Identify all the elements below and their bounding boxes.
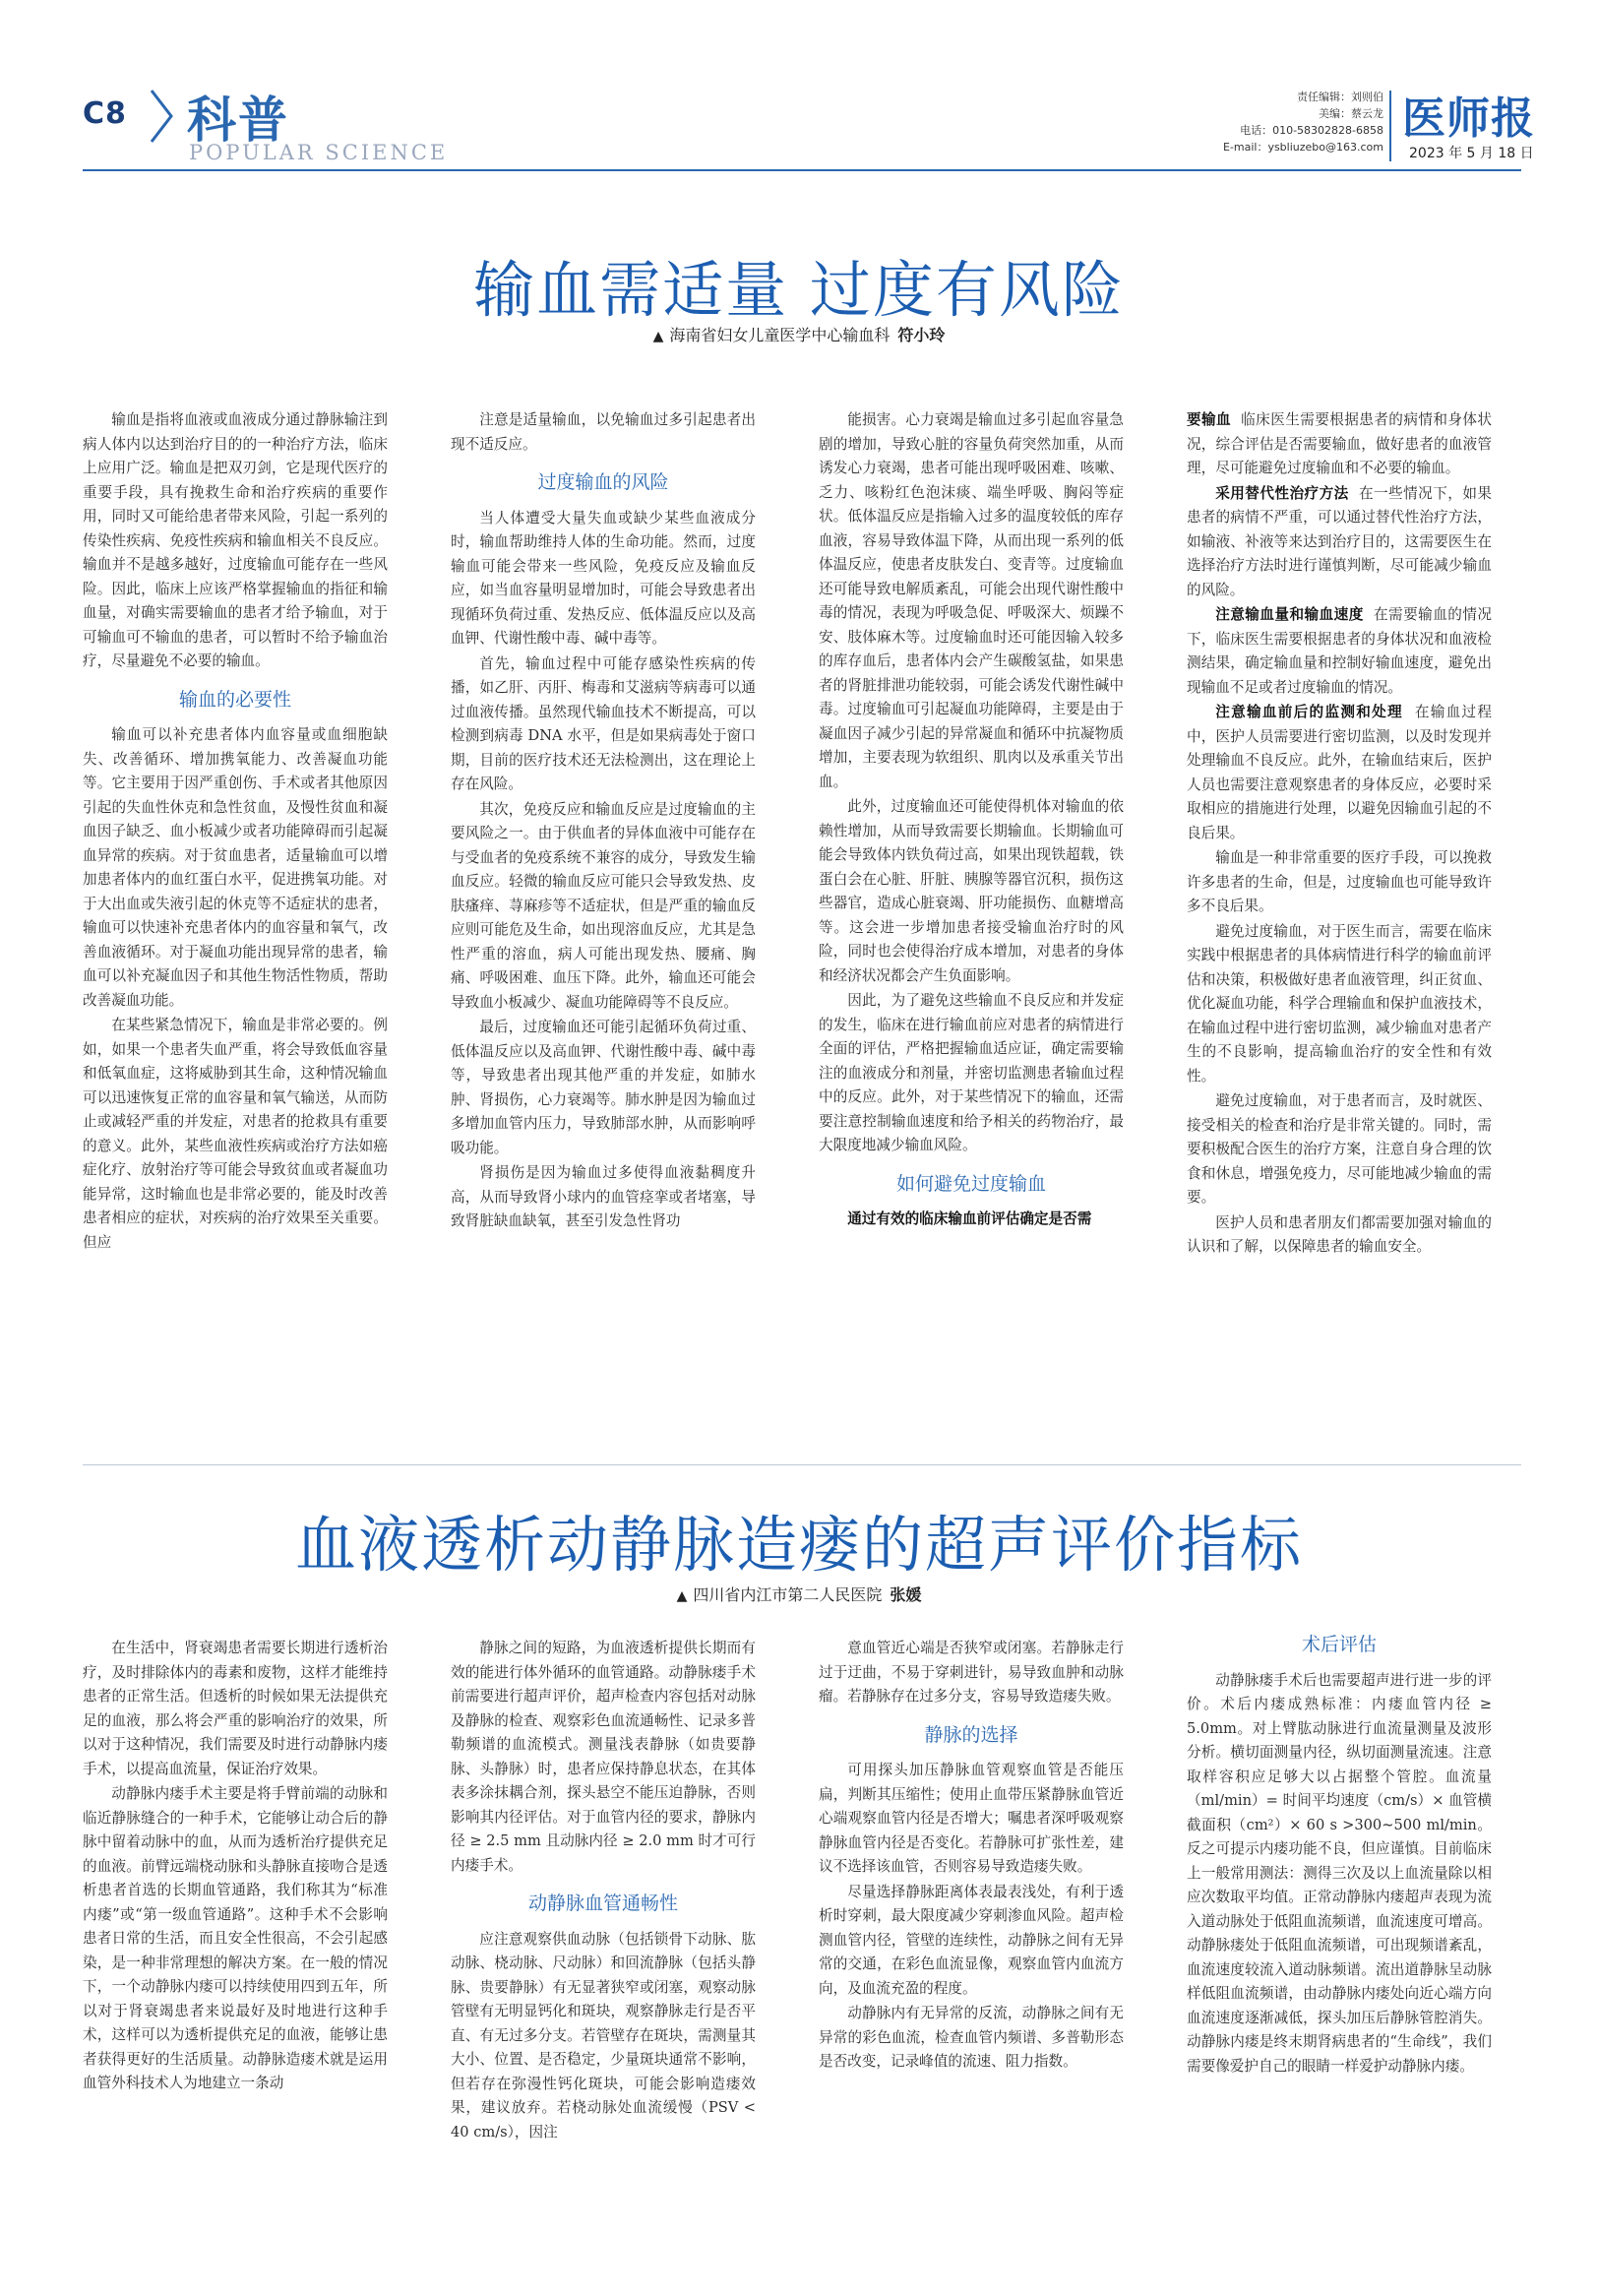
article1-column-1 — [83, 408, 388, 1256]
paragraph: 其次，免疫反应和输血反应是过度输血的主要风险之一。由于供血者的异体血液中可能存在与受血者的免疫系统不兼容的成分，导致发生输血反应。轻微的输血反应可能只会导致发热、皮肤瘙痒、荨麻疹等不适症状，但是严重的输血反应则可能危及生命，如出现溶血反应，尤其是急性严重的溶血，病人可能出现发热、腰痛、胸痛、呼吸困难、血压下降。此外，输血还可能会导致血小板减少、凝血功能障碍等不良反应。 — [451, 800, 756, 1011]
article2-affiliation: 四川省内江市第二人民医院 — [693, 1585, 883, 1604]
paragraph-text: 临床医生需要根据患者的病情和身体状况，综合评估是否需要输血，做好患者的血液管理，尽可能避免过度输血和不必要的输血。 — [1187, 411, 1492, 476]
paragraph: 静脉之间的短路，为血液透析提供长期而有效的能进行体外循环的血管通路。动静脉瘘手术前需要进行超声评价，超声检查内容包括对动脉及静脉的检查、观察彩色血流通畅性、记录多普勒频谱的血流模式。测量浅表静脉（如贵要静脉、头静脉）时，患者应保持静息状态，在其体表多涂抹耦合剂，探头悬空不能压迫静脉，否则影响其内径评估。对于血管内径的要求，静脉内径 ≥ 2.5 mm 且动脉内径 ≥ 2.0 mm 时才可行内瘘手术。 — [451, 1640, 756, 1874]
designer: 美编：蔡云龙 — [1319, 107, 1383, 120]
article2-byline — [0, 1582, 1598, 1605]
paragraph-text: 在需要输血的情况下，临床医生需要根据患者的身体状况和血液检测结果，确定输血量和控制好输血速度，避免出现输血不足或者过度输血的情况。 — [1187, 606, 1492, 696]
article1-title: 输血需适量 过度有风险 — [473, 254, 1125, 326]
paragraph: 在某些紧急情况下，输血是非常必要的。例如，如果一个患者失血严重，将会导致低血容量和低氧血症，这将威胁到其生命，这种情况输血可以迅速恢复正常的血容量和氧气输送，从而防止或减轻严重的并发症，对患者的抢救具有重要的意义。此外，某些血液性疾病或治疗方法如癌症化疗、放射治疗等可能会导致贫血或者凝血功能异常，这时输血也是非常必要的，能及时改善患者相应的症状，对疾病的治疗效果至关重要。但应 — [83, 1017, 388, 1251]
subheading: 如何避免过度输血 — [895, 1172, 1046, 1195]
paragraph: 动静脉内有无异常的反流，动静脉之间有无异常的彩色血流，检查血管内频谱、多普勒形态是否改变，记录峰值的流速、阻力指数。 — [819, 2005, 1124, 2070]
paragraph — [1187, 603, 1492, 700]
paragraph: 动静脉瘘手术后也需要超声进行进一步的评价。术后内瘘成熟标准：内瘘血管内径 ≥ 5.0mm。对上臂肱动脉进行血流量测量及波形分析。横切面测量内径，纵切面测量流速。注意取样容积应足够大以占据整个管腔。血流量（ml/min）= 时间平均速度（cm/s）× 血管横截面积（cm²）× 60 s >300~500 ml/min。反之可提示内瘘功能不良，但应谨慎。目前临床上一般常用测法：测得三次及以上血流量除以相应次数取平均值。正常动静脉内瘘超声表现为流入道动脉处于低阻血流频谱，血流速度可增高。动静脉瘘处于低阻血流频谱，可出现频谱紊乱，血流速度较流入道动脉频谱。流出道静脉呈动脉样低阻血流频谱，由动静脉内瘘处向近心端方向血流速度逐渐减低，探头加压后静脉管腔消失。动静脉内瘘是终末期肾病患者的“生命线”，我们需要像爱护自己的眼睛一样爱护动静脉内瘘。 — [1187, 1671, 1492, 2075]
paragraph-text: 在输血过程中，医护人员需要进行密切监测，以及时发现并处理输血不良反应。此外，在输血结束后，医护人员也需要注意观察患者的身体反应，必要时采取相应的措施进行处理，以避免因输血引起的不良后果。 — [1187, 704, 1492, 841]
section-name: 科普 — [187, 92, 289, 149]
lead-text: 注意输血前后的监测和处理 — [1215, 704, 1403, 720]
article1-author: 符小玲 — [897, 326, 946, 344]
paragraph — [819, 1208, 1124, 1232]
page-number: C8 — [83, 96, 127, 131]
article2-column-2 — [451, 1637, 756, 2145]
paragraph: 首先，输血过程中可能存感染性疾病的传播，如乙肝、丙肝、梅毒和艾滋病等病毒可以通过血液传播。虽然现代输血技术不断提高，可以检测到病毒 DNA 水平，但是如果病毒处于窗口期，目前的医疗技术还无法检测出，这在理论上存在风险。 — [451, 654, 756, 792]
paragraph: 尽量选择静脉距离体表最表浅处，有利于透析时穿刺，最大限度减少穿刺渗血风险。超声检测血管内径，管壁的连续性，动静脉之间有无异常的交通，在彩色血流显像，观察血管内血流方向，及血流充盈的程度。 — [819, 1883, 1124, 1997]
paragraph: 避免过度输血，对于医生而言，需要在临床实践中根据患者的具体病情进行科学的输血前评估和决策，积极做好患者血液管理，纠正贫血、优化凝血功能，科学合理输血和保护血液技术，在输血过程中进行密切监测，减少输血对患者产生的不良影响，提高输血治疗的安全性和有效性。 — [1187, 922, 1492, 1085]
chevron-right-icon — [148, 87, 175, 146]
lead-text: 要输血 — [1187, 411, 1232, 428]
editor: 责任编辑：刘则伯 — [1297, 91, 1383, 103]
article1-byline — [0, 323, 1598, 345]
paragraph: 输血可以补充患者体内血容量或血细胞缺失、改善循环、增加携氧能力、改善凝血功能等。它主要用于因严重创伤、手术或者其他原因引起的失血性休克和急性贫血，及慢性贫血和凝血因子缺乏、血小板减少或者功能障碍而引起凝血异常的疾病。对于贫血患者，适量输血可以增加患者体内的血红蛋白水平，促进携氧功能。对于大出血或失液引起的休克等不适症状的患者，输血可以快速补充患者体内的血容量和氧气，改善血液循环。对于凝血功能出现异常的患者，输血可以补充凝血因子和其他生物活性物质，帮助改善凝血功能。 — [83, 726, 388, 1009]
subheading: 过度输血的风险 — [537, 471, 669, 493]
triangle-icon: ▲ — [676, 1588, 688, 1604]
paragraph — [1187, 408, 1492, 481]
article2-author: 张媛 — [890, 1585, 922, 1604]
paragraph: 输血是指将血液或血液成分通过静脉输注到病人体内以达到治疗目的的一种治疗方法，临床上应用广泛。输血是把双刃剑，它是现代医疗的重要手段，具有挽救生命和治疗疾病的重要作用，同时又可能给患者带来风险，引起一系列的传染性疾病、免疫性疾病和输血相关不良反应。输血并不是越多越好，过度输血可能存在一些风险。因此，临床上应该严格掌握输血的指征和输血量，对确实需要输血的患者才给予输血，对于可输血可不输血的患者，可以暂时不给予输血治疗，尽量避免不必要的输血。 — [83, 411, 388, 669]
subheading: 动静脉血管通畅性 — [527, 1893, 678, 1914]
article1-column-4 — [1187, 408, 1492, 1261]
section-name-en: POPULAR SCIENCE — [189, 141, 449, 164]
paragraph — [1187, 482, 1492, 603]
subheading: 输血的必要性 — [178, 688, 291, 711]
paragraph — [1187, 701, 1492, 845]
article-divider — [83, 1464, 1521, 1465]
article2-column-4 — [1187, 1619, 1492, 2079]
paragraph: 动静脉内瘘手术主要是将手臂前端的动脉和临近静脉缝合的一种手术，它能够让动合后的静脉中留着动脉中的血，从而为透析治疗提供充足的血液。前臂远端桡动脉和头静脉直接吻合是透析患者首选的长期血管通路，我们称其为“标准内瘘”或“第一级血管通路”。这种手术不会影响患者日常的生活，而且安全性很高，不会引起感染，是一种非常理想的解决方案。在一般的情况下，一个动静脉内瘘可以持续使用四到五年，所以对于肾衰竭患者来说最好及时地进行这种手术，这样可以为透析提供充足的血液，能够让患者获得更好的生活质量。动静脉造瘘术就是运用血管外科技术人为地建立一条动 — [83, 1785, 388, 2091]
issue-date: 2023 年 5 月 18 日 — [1409, 146, 1534, 161]
subheading: 静脉的选择 — [924, 1723, 1018, 1746]
paragraph: 注意是适量输血，以免输血过多引起患者出现不适反应。 — [451, 411, 756, 453]
paragraph: 当人体遭受大量失血或缺少某些血液成分时，输血帮助维持人体的生命功能。然而，过度输血可能会带来一些风险，免疫反应及输血反应，如当血容量明显增加时，可能会导致患者出现循环负荷过重、发热反应、低体温反应以及高血钾、代谢性酸中毒、碱中毒等。 — [451, 509, 756, 647]
paragraph-text: 在一些情况下，如果患者的病情不严重，可以通过替代性治疗方法，如输液、补液等来达到治疗目的，这需要医生在选择治疗方法时进行谨慎判断，尽可能减少输血的风险。 — [1187, 484, 1492, 598]
header-rule — [83, 169, 1521, 171]
paragraph: 此外，过度输血还可能使得机体对输血的依赖性增加，从而导致需要长期输血。长期输血可能会导致体内铁负荷过高，如果出现铁超载，铁蛋白会在心脏、肝脏、胰腺等器官沉积，损伤这些器官，造成心脏衰竭、肝功能损伤、血糖增高等。这会进一步增加患者接受输血治疗时的风险，同时也会使得治疗成本增加，对患者的身体和经济状况都会产生负面影响。 — [819, 798, 1124, 984]
phone: 电话：010-58302828-6858 — [1240, 124, 1383, 137]
paragraph: 能损害。心力衰竭是输血过多引起血容量急剧的增加，导致心脏的容量负荷突然加重，从而诱发心力衰竭，患者可能出现呼吸困难、咳嗽、乏力、咳粉红色泡沫痰、端坐呼吸、胸闷等症状。低体温反应是指输入过多的温度较低的库存血液，容易导致体温下降，从而出现一系列的低体温反应，使患者皮肤发白、变青等。过度输血还可能导致电解质紊乱，可能会出现代谢性酸中毒的情况，表现为呼吸急促、呼吸深大、烦躁不安、肢体麻木等。过度输血时还可能因输入较多的库存血后，患者体内会产生碳酸氢盐，如果患者的肾脏排泄功能较弱，可能会诱发代谢性碱中毒。过度输血可引起凝血功能障碍，主要是由于凝血因子减少引起的异常凝血和循环中抗凝物质增加，主要表现为软组织、肌肉以及承重关节出血。 — [819, 411, 1124, 790]
email: E-mail：ysbliuzebo@163.com — [1222, 141, 1383, 154]
paragraph: 避免过度输血，对于患者而言，及时就医、接受相关的检查和治疗是非常关键的。同时，需要积极配合医生的治疗方案，注意自身合理的饮食和休息，增强免疫力，尽可能地减少输血的需要。 — [1187, 1092, 1492, 1206]
article2-column-1 — [83, 1637, 388, 2097]
newspaper-logo: 医师报 — [1402, 93, 1535, 144]
paragraph: 在生活中，肾衰竭患者需要长期进行透析治疗，及时排除体内的毒素和废物，这样才能维持患者的正常生活。但透析的时候如果无法提供充足的血液，那么将会严重的影响治疗的效果，所以对于这种情况，我们需要及时进行动静脉内瘘手术，以提高血流量，保证治疗效果。 — [83, 1640, 388, 1777]
article2-column-3 — [819, 1637, 1124, 2076]
paragraph: 输血是一种非常重要的医疗手段，可以挽救许多患者的生命，但是，过度输血也可能导致许多不良后果。 — [1187, 849, 1492, 914]
paragraph: 最后，过度输血还可能引起循环负荷过重、低体温反应以及高血钾、代谢性酸中毒、碱中毒等，导致患者出现其他严重的并发症，如肺水肿、肾损伤，心力衰竭等。肺水肿是因为输血过多增加血管内压力，导致肺部水肿，从而影响呼吸功能。 — [451, 1019, 756, 1156]
article1-column-2 — [451, 408, 756, 1235]
paragraph: 医护人员和患者朋友们都需要加强对输血的认识和了解，以保障患者的输血安全。 — [1187, 1213, 1492, 1255]
lead-text: 通过有效的临床输血前评估确定是否需 — [847, 1210, 1092, 1227]
paragraph: 因此，为了避免这些输血不良反应和并发症的发生，临床在进行输血前应对患者的病情进行全面的评估，严格把握输血适应证，确定需要输注的血液成分和剂量，并密切监测患者输血过程中的反应。此外，对于某些情况下的输血，还需要注意控制输血速度和给予相关的药物治疗，最大限度地减少输血风险。 — [819, 992, 1124, 1153]
lead-text: 注意输血量和输血速度 — [1215, 606, 1364, 623]
paragraph: 应注意观察供血动脉（包括锁骨下动脉、肱动脉、桡动脉、尺动脉）和回流静脉（包括头静脉、贵要静脉）有无显著狭窄或闭塞，观察动脉管壁有无明显钙化和斑块，观察静脉走行是否平直、有无过多分支。若管壁存在斑块，需测量其大小、位置、是否稳定，少量斑块通常不影响，但若存在弥漫性钙化斑块，可能会影响造瘘效果，建议放弃。若桡动脉处血流缓慢（PSV < 40 cm/s），因注 — [451, 1930, 756, 2141]
paragraph: 肾损伤是因为输血过多使得血液黏稠度升高，从而导致肾小球内的血管痉挛或者堵塞，导致肾脏缺血缺氧，甚至引发急性肾功 — [451, 1164, 756, 1229]
article1-affiliation: 海南省妇女儿童医学中心输血科 — [669, 326, 891, 344]
triangle-icon: ▲ — [652, 329, 664, 344]
article1-column-3 — [819, 408, 1124, 1233]
header-divider — [1389, 91, 1391, 161]
subheading: 术后评估 — [1301, 1634, 1377, 1655]
page-header — [0, 0, 1598, 172]
paragraph: 可用探头加压静脉血管观察血管是否能压扁，判断其压缩性；使用止血带压紧静脉血管近心端观察血管内径是否增大；嘱患者深呼吸观察静脉血管内径是否变化。若静脉可扩张性差，建议不选择该血管，否则容易导致造瘘失败。 — [819, 1762, 1124, 1875]
editor-info — [1157, 89, 1383, 155]
article2-title: 血液透析动静脉造瘘的超声评价指标 — [294, 1509, 1303, 1581]
lead-text: 采用替代性治疗方法 — [1215, 484, 1349, 502]
paragraph: 意血管近心端是否狭窄或闭塞。若静脉走行过于迂曲，不易于穿刺进针，易导致血肿和动脉瘤。若静脉存在过多分支，容易导致造瘘失败。 — [819, 1640, 1124, 1705]
